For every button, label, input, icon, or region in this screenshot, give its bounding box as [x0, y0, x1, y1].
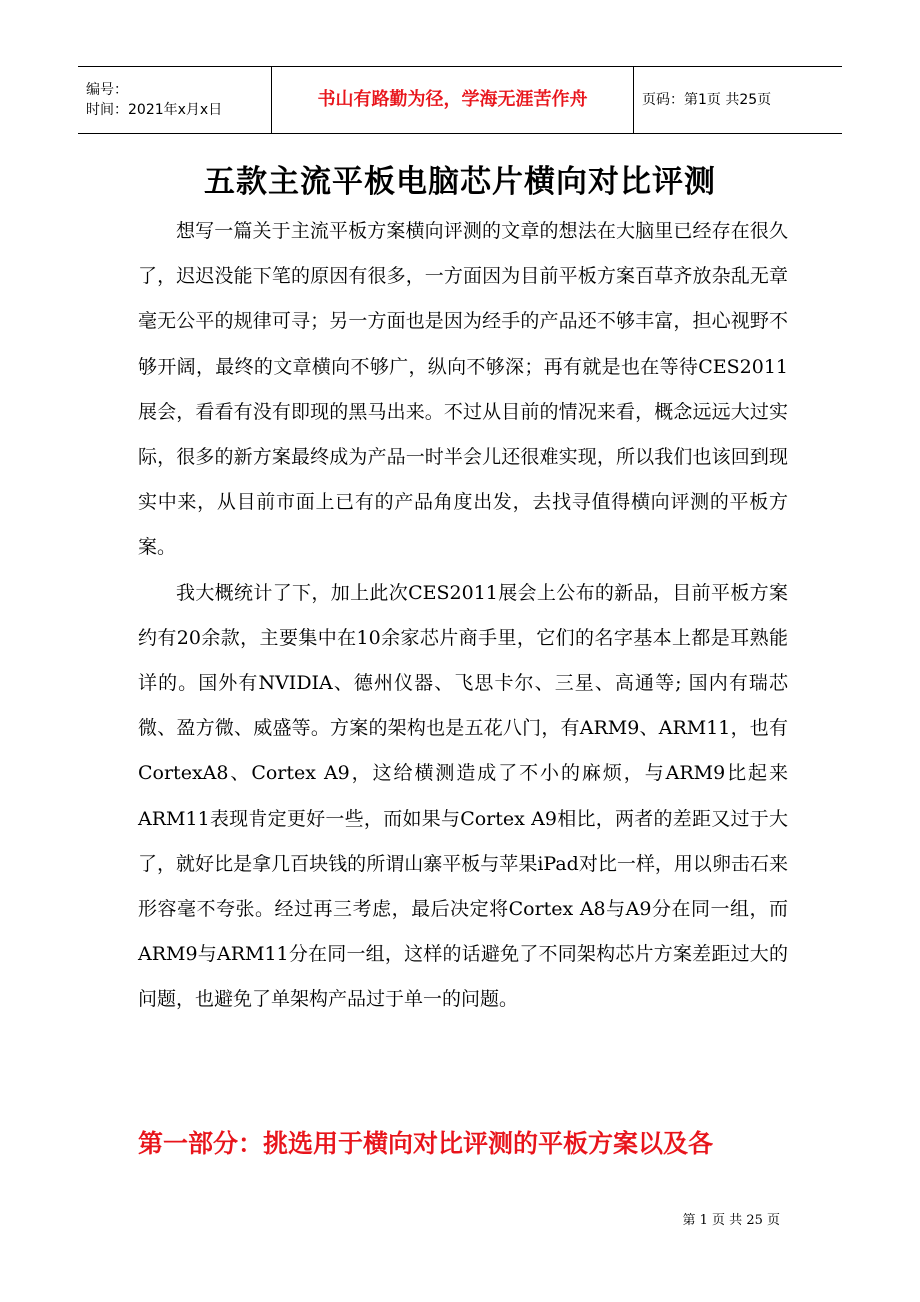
header-meta-cell — [78, 67, 272, 133]
document-number-label: 编号： — [86, 82, 128, 98]
header-table — [78, 66, 842, 134]
footer-page-number: 第 1 页 共 25 页 — [682, 1213, 780, 1228]
header-motto-cell — [272, 67, 634, 133]
document-date-label: 时间：2021年x月x日 — [86, 102, 223, 118]
document-body — [138, 209, 788, 1023]
header-page-cell — [634, 67, 842, 133]
header-motto: 书山有路勤为径，学海无涯苦作舟 — [317, 89, 588, 110]
paragraph: 想写一篇关于主流平板方案横向评测的文章的想法在大脑里已经存在很久了，迟迟没能下笔的原因有很多，一方面因为目前平板方案百草齐放杂乱无章毫无公平的规律可寻；另一方面也是因为经手的产品还不够丰富，担心视野不够开阔，最终的文章横向不够广，纵向不够深；再有就是也在等待CES2011展会，看看有没有即现的黑马出来。不过从目前的情况来看，概念远远大过实际，很多的新方案最终成为产品一时半会儿还很难实现，所以我们也该回到现实中来，从目前市面上已有的产品角度出发，去找寻值得横向评测的平板方案。 — [138, 220, 788, 559]
header-page-info: 页码：第1页 共25页 — [642, 92, 772, 108]
document-title: 五款主流平板电脑芯片横向对比评测 — [204, 164, 716, 200]
section-heading: 第一部分：挑选用于横向对比评测的平板方案以及各 — [138, 1129, 714, 1158]
paragraph: 我大概统计了下，加上此次CES2011展会上公布的新品，目前平板方案约有20余款，主要集中在10余家芯片商手里，它们的名字基本上都是耳熟能详的。国外有NVIDIA、德州仪器、飞思卡尔、三星、高通等; 国内有瑞芯微、盈方微、威盛等。方案的架构也是五花八门，有ARM9、ARM11，也有CortexA8、Cortex A9，这给横测造成了不小的麻烦，与ARM9比起来ARM11表现肯定更好一些，而如果与Cortex A9相比，两者的差距又过于大了，就好比是拿几百块钱的所谓山寨平板与苹果iPad对比一样，用以卵击石来形容毫不夸张。经过再三考虑，最后决定将Cortex A8与A9分在同一组，而ARM9与ARM11分在同一组，这样的话避免了不同架构芯片方案差距过大的问题，也避免了单架构产品过于单一的问题。 — [138, 581, 788, 1011]
